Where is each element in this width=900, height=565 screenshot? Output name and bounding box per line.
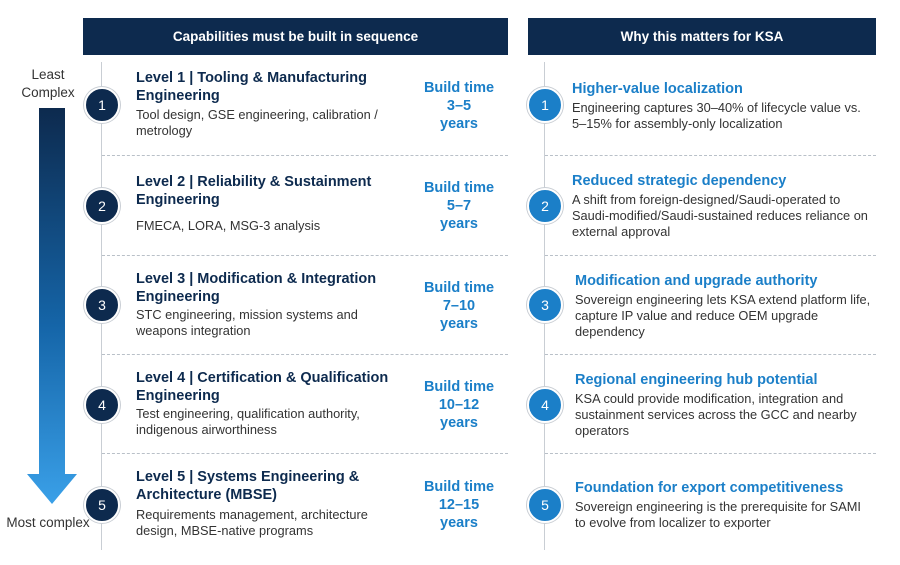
left-separator: [102, 155, 508, 156]
right-separator: [545, 354, 876, 355]
least-complex-label: Least Complex: [21, 67, 75, 100]
right-separator: [545, 453, 876, 454]
build-time-label: Build time: [423, 180, 495, 196]
build-time-unit: years: [440, 515, 478, 531]
level-title: Level 3 | Modification & Integration Engineering: [136, 271, 377, 305]
build-time-label: Build time: [423, 80, 495, 96]
level-number-badge: 2: [84, 188, 120, 224]
level-number-badge: 1: [84, 87, 120, 123]
level-title: Level 5 | Systems Engineering & Architecture (MBSE): [136, 469, 360, 503]
why-title: Regional engineering hub potential: [575, 372, 818, 388]
why-number-badge: 2: [527, 188, 563, 224]
right-column-header: Why this matters for KSA: [528, 18, 876, 55]
build-time-value: 3–5: [446, 98, 472, 114]
build-time-unit: years: [440, 216, 478, 232]
why-number-badge: 1: [527, 87, 563, 123]
why-number-badge: 4: [527, 387, 563, 423]
level-title: Level 2 | Reliability & Sustainment Engineering: [136, 174, 372, 208]
build-time-value: 7–10: [442, 298, 476, 314]
why-title: Modification and upgrade authority: [575, 273, 818, 289]
level-description: Requirements management, architecture design, MBSE-native programs: [136, 507, 368, 538]
why-description: KSA could provide modification, integration and sustainment services across the GCC and nearby operators: [575, 391, 857, 438]
level-title: Level 1 | Tooling & Manufacturing Engineering: [136, 70, 367, 104]
level-number-badge: 4: [84, 387, 120, 423]
level-description: Test engineering, qualification authority, indigenous airworthiness: [136, 406, 360, 437]
why-title: Reduced strategic dependency: [572, 173, 787, 189]
complexity-arrow-icon: [27, 108, 77, 504]
level-description: STC engineering, mission systems and weapons integration: [136, 307, 358, 338]
build-time: [418, 179, 500, 233]
why-title: Foundation for export competitiveness: [575, 480, 844, 496]
build-time-unit: years: [440, 415, 478, 431]
level-number-badge: 3: [84, 287, 120, 323]
level-title: Level 4 | Certification & Qualification Engineering: [136, 370, 389, 404]
left-separator: [102, 354, 508, 355]
left-separator: [102, 255, 508, 256]
why-description: Engineering captures 30–40% of lifecycle value vs. 5–15% for assembly-only localization: [572, 100, 861, 131]
left-column-header: Capabilities must be built in sequence: [83, 18, 508, 55]
build-time-value: 12–15: [438, 497, 480, 513]
build-time-unit: years: [440, 116, 478, 132]
build-time-label: Build time: [423, 479, 495, 495]
build-time-value: 5–7: [446, 198, 472, 214]
left-separator: [102, 453, 508, 454]
build-time-value: 10–12: [438, 397, 480, 413]
why-number-badge: 5: [527, 487, 563, 523]
why-description: A shift from foreign-designed/Saudi-operated to Saudi-modified/Saudi-sustained reduces reliance on external approval: [572, 192, 868, 239]
level-number-badge: 5: [84, 487, 120, 523]
why-description: Sovereign engineering lets KSA extend platform life, capture IP value and reduce OEM upgrade dependency: [575, 292, 871, 339]
build-time-unit: years: [440, 316, 478, 332]
most-complex-label: Most complex: [6, 515, 90, 530]
why-number-badge: 3: [527, 287, 563, 323]
right-separator: [545, 255, 876, 256]
build-time: [418, 79, 500, 133]
level-description: Tool design, GSE engineering, calibration / metrology: [136, 107, 378, 138]
build-time-label: Build time: [423, 280, 495, 296]
level-description: FMECA, LORA, MSG-3 analysis: [136, 218, 321, 233]
build-time: [418, 378, 500, 432]
build-time: [418, 478, 500, 532]
build-time: [418, 279, 500, 333]
build-time-label: Build time: [423, 379, 495, 395]
right-separator: [545, 155, 876, 156]
why-description: Sovereign engineering is the prerequisite for SAMI to evolve from localizer to exporter: [575, 499, 861, 530]
why-title: Higher-value localization: [572, 81, 743, 97]
